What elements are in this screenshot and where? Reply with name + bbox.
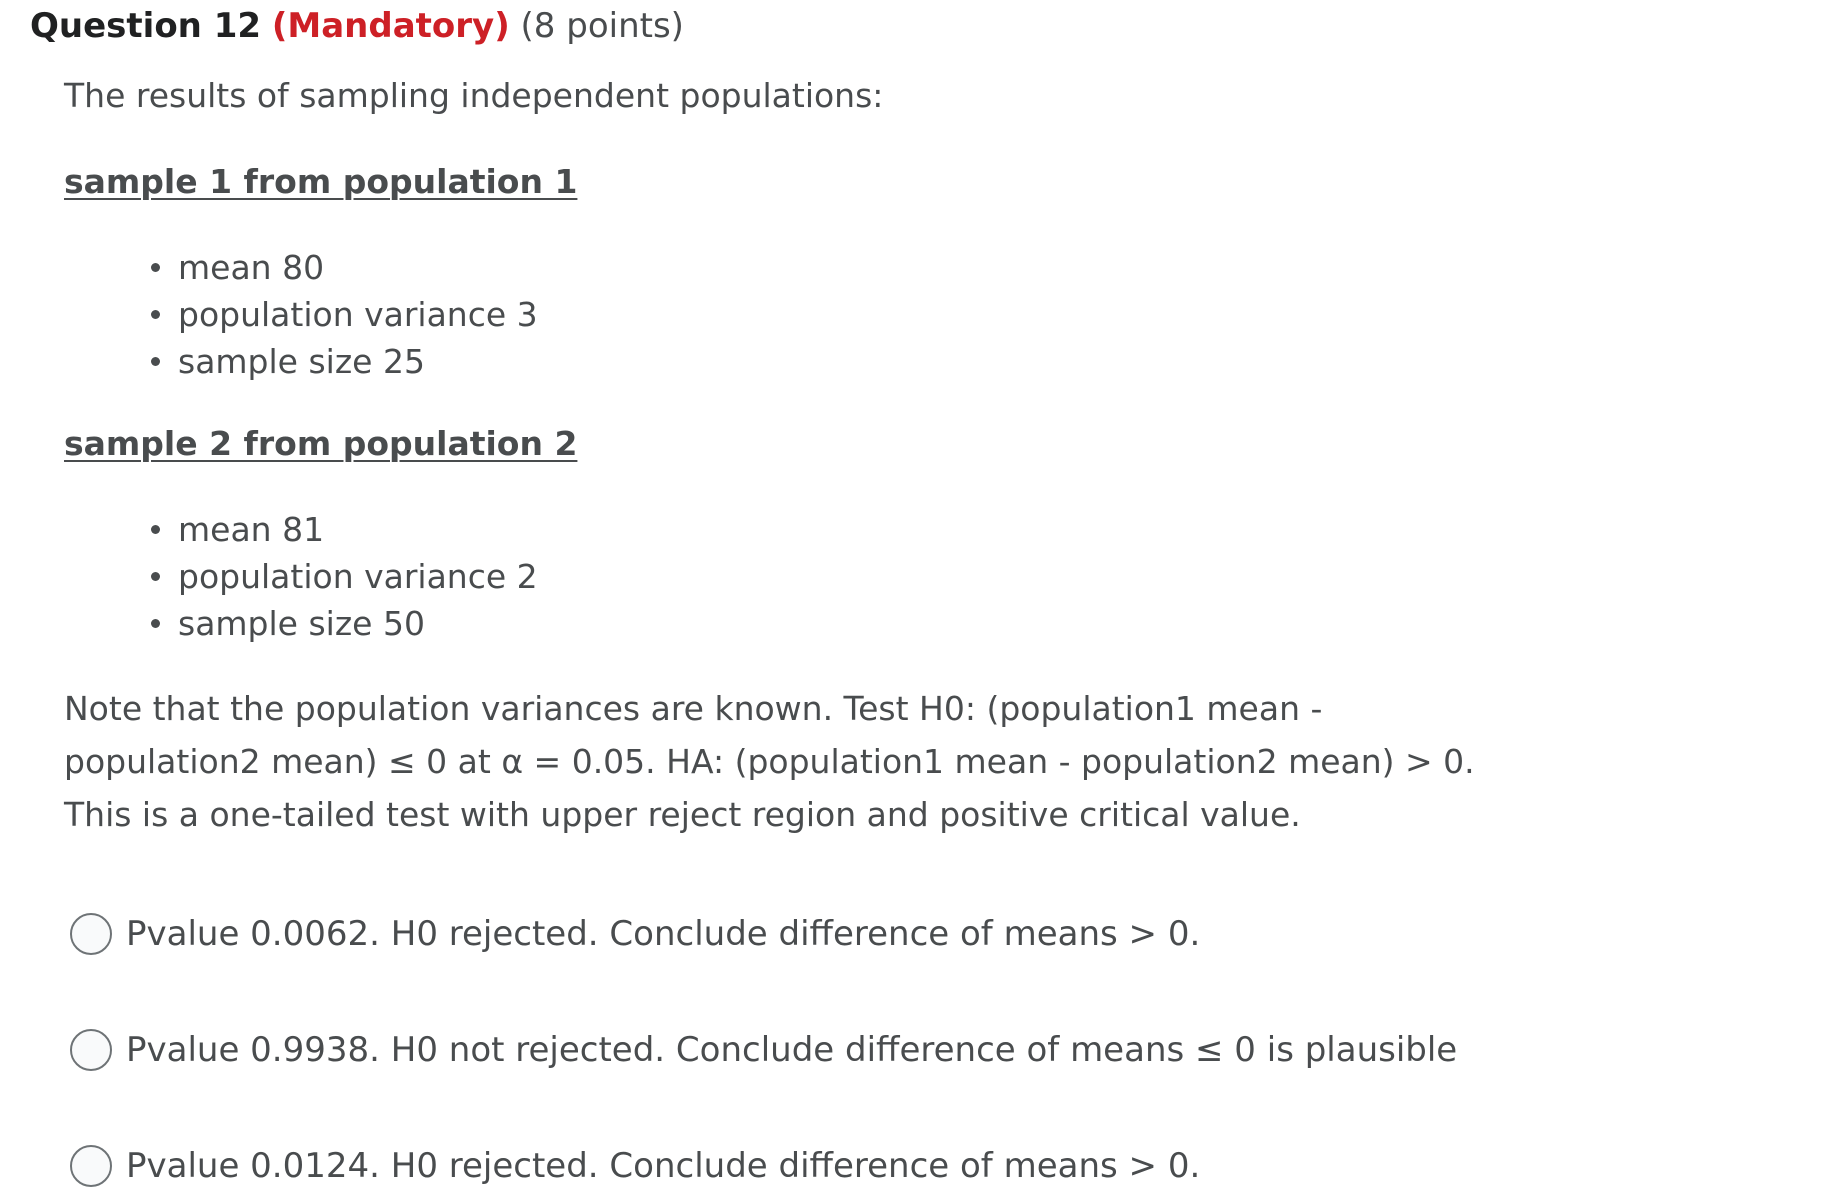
answer-option-label[interactable]: Pvalue 0.0124. H0 rejected. Conclude difference of means > 0. (126, 1146, 1201, 1186)
list-item (140, 600, 538, 647)
question-header (30, 2, 684, 50)
note-line: population2 mean) ≤ 0 at α = 0.05. HA: (population1 mean - population2 mean) > 0. (64, 742, 1475, 781)
note-line: This is a one-tailed test with upper reject region and positive critical value. (64, 795, 1301, 834)
question-title: Question 12 (30, 6, 262, 46)
list-item-text: sample size 50 (178, 604, 425, 643)
sample-2-heading: sample 2 from population 2 (64, 424, 578, 463)
list-item (140, 291, 538, 338)
note-line: Note that the population variances are known. Test H0: (population1 mean - (64, 689, 1323, 728)
list-item (140, 506, 538, 553)
answer-option-label[interactable]: Pvalue 0.0062. H0 rejected. Conclude difference of means > 0. (126, 914, 1201, 954)
bullet-icon (151, 525, 160, 534)
answer-option-3[interactable] (70, 1142, 1200, 1190)
radio-button[interactable] (70, 913, 112, 955)
bullet-icon (151, 619, 160, 628)
answer-option-1[interactable] (70, 910, 1200, 958)
sample-1-list (140, 244, 538, 385)
points-label: (8 points) (520, 6, 684, 46)
list-item (140, 553, 538, 600)
list-item (140, 244, 538, 291)
sample-1-heading: sample 1 from population 1 (64, 162, 578, 201)
answer-option-label[interactable]: Pvalue 0.9938. H0 not rejected. Conclude difference of means ≤ 0 is plausible (126, 1030, 1458, 1070)
radio-button[interactable] (70, 1145, 112, 1187)
answer-option-2[interactable] (70, 1026, 1457, 1074)
bullet-icon (151, 310, 160, 319)
radio-button[interactable] (70, 1029, 112, 1071)
bullet-icon (151, 357, 160, 366)
list-item-text: sample size 25 (178, 342, 425, 381)
question-intro: The results of sampling independent populations: (64, 76, 884, 115)
list-item-text: mean 81 (178, 510, 325, 549)
mandatory-label: (Mandatory) (271, 6, 510, 46)
bullet-icon (151, 263, 160, 272)
list-item-text: population variance 3 (178, 295, 538, 334)
bullet-icon (151, 572, 160, 581)
list-item-text: mean 80 (178, 248, 325, 287)
sample-2-list (140, 506, 538, 647)
question-note (64, 682, 1704, 841)
list-item (140, 338, 538, 385)
list-item-text: population variance 2 (178, 557, 538, 596)
